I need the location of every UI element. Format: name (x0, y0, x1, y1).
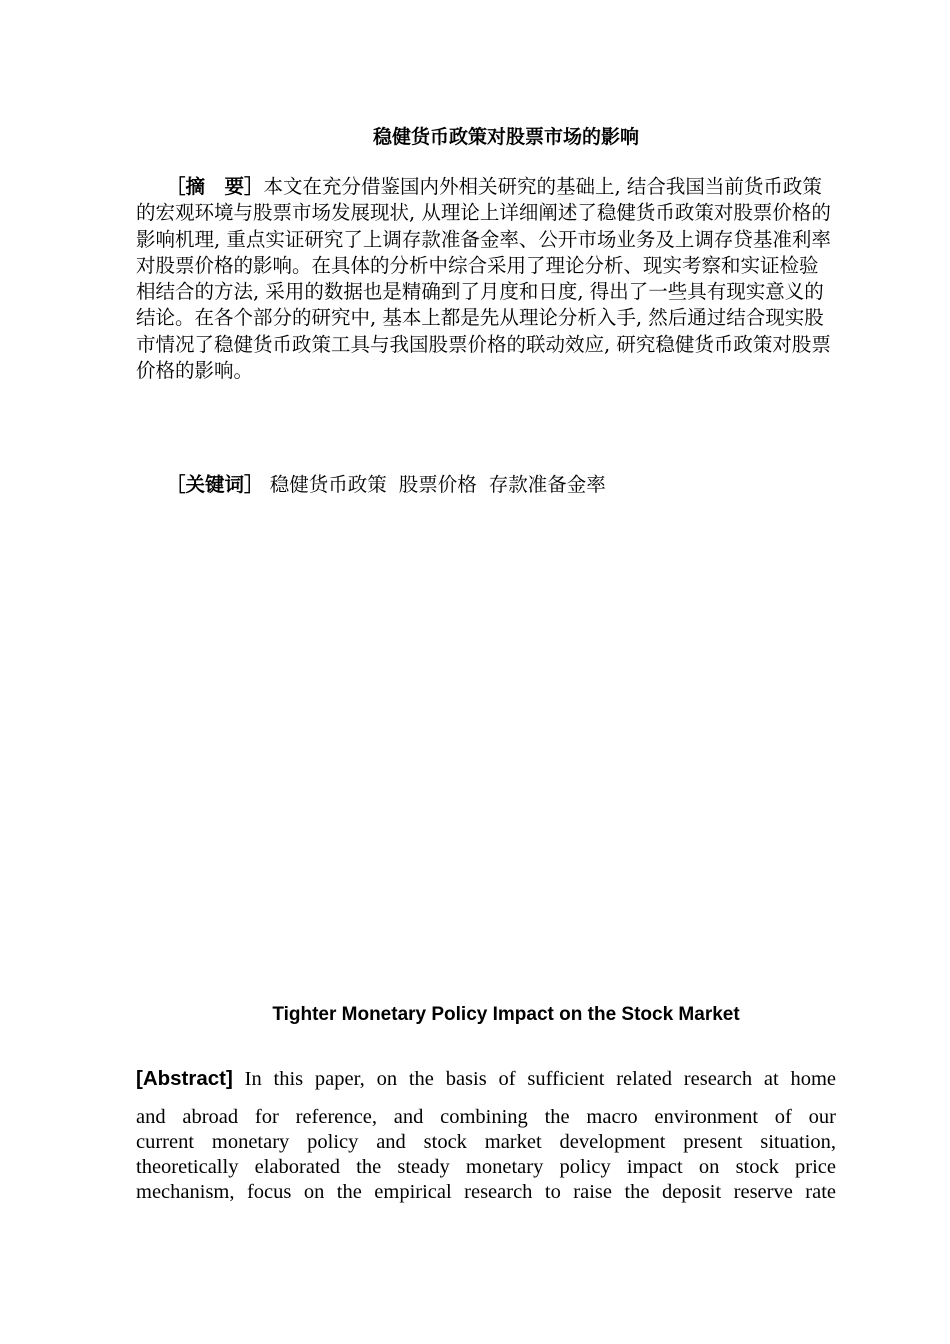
chinese-title: 稳健货币政策对股票市场的影响 (372, 126, 639, 148)
english-abstract-line: and abroad for reference, and combining the macro environment of our (136, 1106, 836, 1128)
keyword-item: 存款准备金率 (488, 473, 606, 496)
english-abstract-text: In this paper, on the basis of sufficient related research at home (244, 1068, 837, 1090)
english-abstract (136, 1066, 836, 1205)
english-abstract-line: current monetary policy and stock market development present situation, (136, 1131, 836, 1153)
english-abstract-line: theoretically elaborated the steady monetary policy impact on stock price (136, 1156, 836, 1178)
keyword-item: 股票价格 (398, 473, 477, 496)
english-abstract-line: mechanism, focus on the empirical research to raise the deposit reserve rate (136, 1181, 836, 1203)
english-abstract-line (136, 1066, 836, 1092)
chinese-keywords (166, 472, 618, 498)
chinese-abstract-text: 本文在充分借鉴国内外相关研究的基础上, 结合我国当前货币政策的宏观环境与股票市场发展现状, 从理论上详细阐述了稳健货币政策对股票价格的影响机理, 重点实证研究了上调存款准备金率、公开市场业务及上调存贷基准利率对股票价格的影响。在具体的分析中综合采用了理论分析、现实考察和实证检验相结合的方法, 采用的数据也是精确到了月度和日度, 得出了一些具有现实意义的结论。在各个部分的研究中, 基本上都是先从理论分析入手, 然后通过结合现实股市情况了稳健货币政策工具与我国股票价格的联动效应, 研究稳健货币政策对股票价格的影响。 (136, 175, 831, 383)
chinese-abstract-label: ［摘 要］ (166, 175, 264, 198)
keyword-item: 稳健货币政策 (269, 473, 387, 496)
chinese-keywords-label: ［关键词］ (166, 473, 264, 496)
chinese-abstract (136, 174, 836, 384)
english-abstract-label: [Abstract] (136, 1067, 233, 1090)
english-title: Tighter Monetary Policy Impact on the Stock Market (272, 1004, 740, 1025)
